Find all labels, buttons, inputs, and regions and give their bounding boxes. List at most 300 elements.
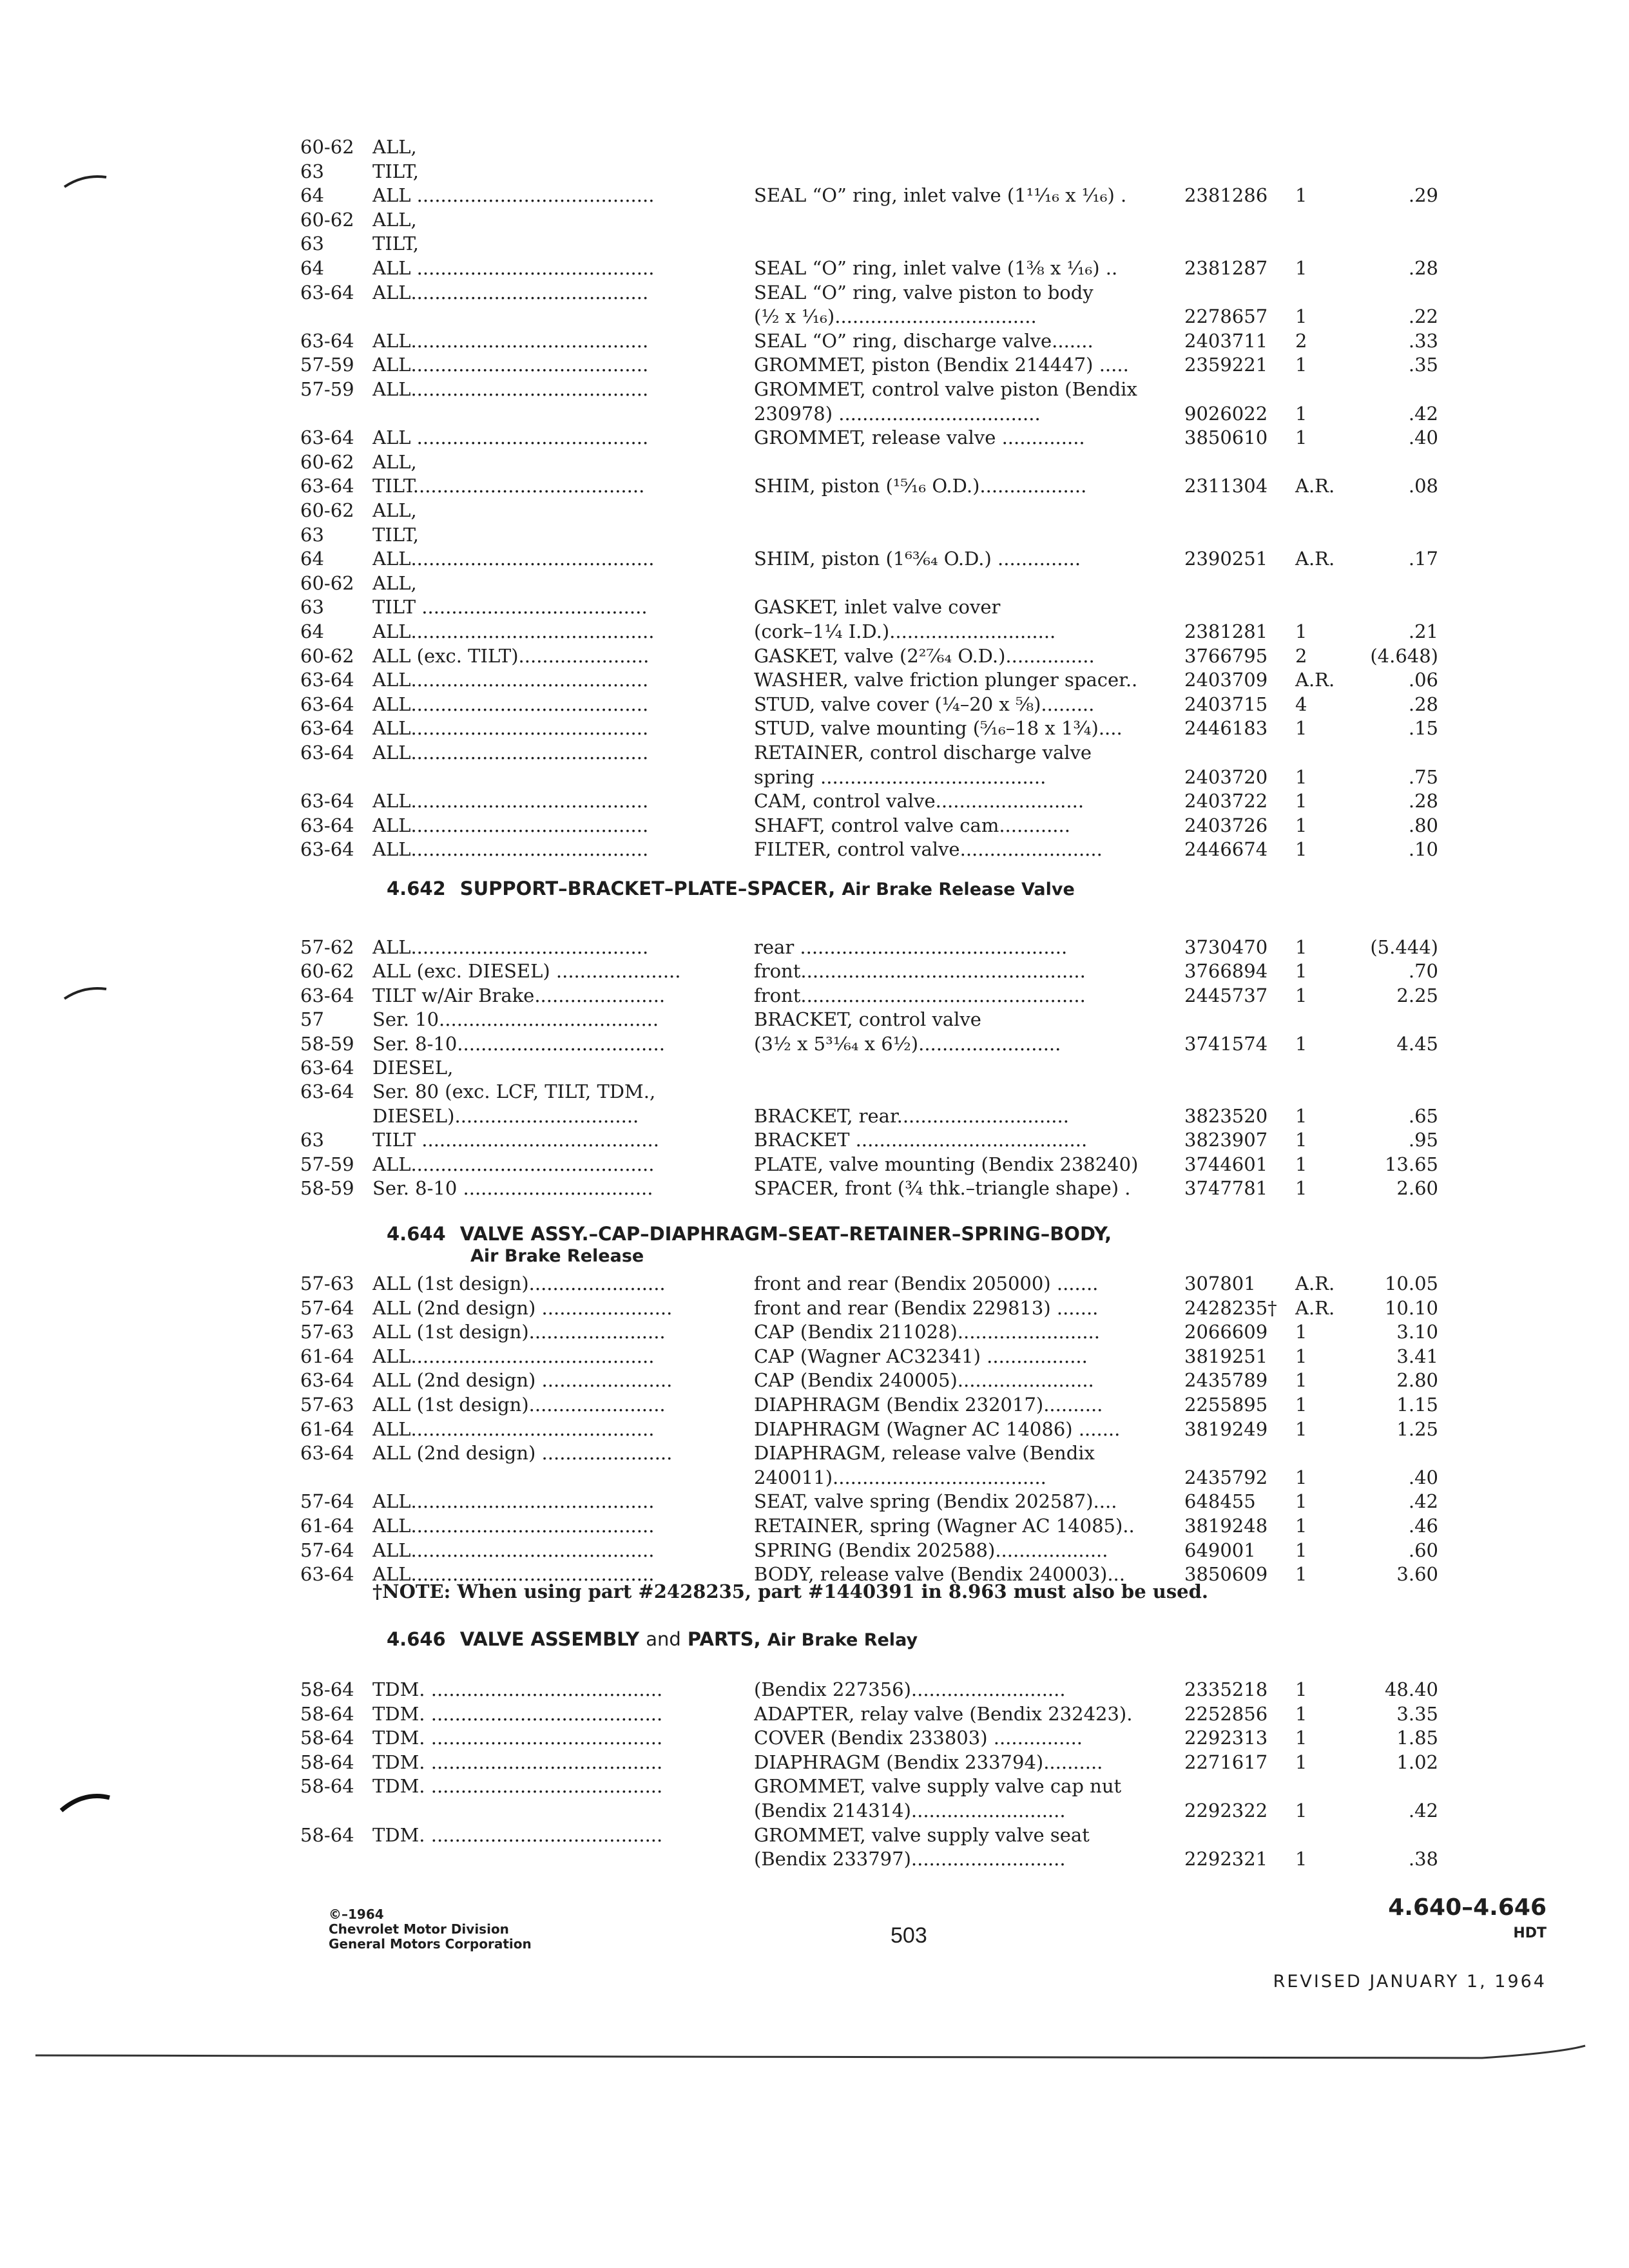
part-number: 3823907	[1184, 1129, 1268, 1151]
price: .42	[1408, 1800, 1438, 1821]
price: .42	[1408, 402, 1438, 425]
model: ALL (exc. DIESEL) .....................	[372, 960, 681, 983]
part-description: ADAPTER, relay valve (Bendix 232423).	[754, 1702, 1133, 1725]
part-description: SEAL “O” ring, discharge valve.......	[754, 329, 1094, 352]
table-row	[0, 1488, 1629, 1514]
year-range: 63-64	[300, 475, 354, 497]
table-row	[0, 594, 1629, 620]
part-number: 3766894	[1184, 960, 1268, 983]
part-description: BRACKET, rear.............................	[754, 1104, 1069, 1127]
quantity: 1	[1295, 257, 1307, 279]
table-row	[0, 570, 1629, 596]
year-range: 63	[300, 233, 324, 255]
table-row	[0, 1392, 1629, 1418]
section-heading-4644	[387, 1222, 1112, 1246]
price: .40	[1408, 427, 1438, 449]
model: ALL,	[372, 499, 417, 521]
table-row	[0, 1773, 1629, 1799]
quantity: 1	[1295, 1751, 1307, 1773]
year-range: 64	[300, 257, 324, 279]
part-description: STUD, valve mounting (⁵⁄₁₆–18 x 1¾)....	[754, 717, 1123, 740]
part-description: rear .............................................	[754, 936, 1068, 958]
page-number: 503	[891, 1923, 927, 1948]
quantity: A.R.	[1295, 1273, 1335, 1294]
model: DIESEL,	[372, 1057, 454, 1079]
model: ALL (1st design).......................	[372, 1273, 666, 1294]
model: ALL (2nd design) ......................	[372, 1296, 673, 1319]
price: .06	[1408, 669, 1438, 691]
model: ALL,	[372, 208, 417, 231]
model: TILT.......................................	[372, 475, 645, 497]
year-range: 58-64	[300, 1702, 354, 1725]
table-row	[0, 1295, 1629, 1321]
table-row	[0, 740, 1629, 765]
part-number: 2403715	[1184, 693, 1268, 715]
part-number: 3850609	[1184, 1563, 1268, 1586]
table-row	[0, 1103, 1629, 1129]
part-number: 2403711	[1184, 329, 1268, 352]
model: Ser. 10.....................................	[372, 1008, 659, 1031]
year-range: 57-63	[300, 1321, 354, 1343]
year-range: 63-64	[300, 742, 354, 764]
part-number: 3744601	[1184, 1153, 1268, 1175]
part-description: GROMMET, valve supply valve seat	[754, 1823, 1090, 1846]
year-range: 63-64	[300, 427, 354, 449]
part-number: 307801	[1184, 1273, 1256, 1294]
table-row	[0, 1079, 1629, 1104]
price: .21	[1408, 620, 1438, 642]
table-row	[0, 352, 1629, 378]
section-number: 4.642	[387, 878, 446, 899]
part-description: BRACKET .......................................	[754, 1129, 1088, 1151]
price: .42	[1408, 1490, 1438, 1513]
table-row	[0, 425, 1629, 450]
table-row	[0, 788, 1629, 814]
part-number: 2403720	[1184, 765, 1268, 788]
model: ALL ........................................	[372, 184, 655, 207]
table-row	[0, 134, 1629, 160]
part-description: RETAINER, spring (Wagner AC 14085)..	[754, 1515, 1135, 1537]
quantity: 1	[1295, 1369, 1307, 1392]
table-row	[0, 691, 1629, 717]
part-description: GASKET, valve (2²⁷⁄₆₄ O.D.)...............	[754, 644, 1095, 667]
model: TILT ........................................	[372, 1129, 659, 1151]
part-description: GROMMET, release valve ..............	[754, 427, 1085, 449]
year-range: 63-64	[300, 790, 354, 812]
table-row	[0, 401, 1629, 427]
model: TDM. .......................................	[372, 1727, 663, 1749]
part-description: (Bendix 233797)..........................	[754, 1848, 1066, 1870]
model: ALL.........................................	[372, 620, 655, 642]
part-description: BODY, release valve (Bendix 240003)...	[754, 1563, 1125, 1586]
price: 3.41	[1396, 1345, 1438, 1367]
model: ALL,	[372, 136, 417, 158]
model: ALL,	[372, 450, 417, 473]
part-note: †NOTE: When using part #2428235, part #1440391 in 8.963 must also be used.	[372, 1581, 1208, 1602]
year-range: 63-64	[300, 693, 354, 715]
part-number: 3766795	[1184, 644, 1268, 667]
quantity: 1	[1295, 1563, 1307, 1586]
year-range: 64	[300, 184, 324, 207]
year-range: 63-64	[300, 814, 354, 836]
quantity: 1	[1295, 1032, 1307, 1055]
part-description: CAP (Bendix 211028)........................	[754, 1321, 1100, 1343]
table-row	[0, 1151, 1629, 1177]
table-row	[0, 1319, 1629, 1345]
part-number: 2381286	[1184, 184, 1268, 207]
price: .15	[1408, 717, 1438, 740]
year-range: 57-64	[300, 1490, 354, 1513]
part-description: DIAPHRAGM (Bendix 233794)..........	[754, 1751, 1103, 1773]
table-row	[0, 764, 1629, 790]
quantity: 4	[1295, 693, 1307, 715]
year-range: 63-64	[300, 669, 354, 691]
part-description: SEAL “O” ring, inlet valve (1¹¹⁄₁₆ x ¹⁄₁₆) .	[754, 184, 1127, 207]
model: ALL........................................	[372, 329, 649, 352]
table-row	[0, 449, 1629, 475]
model: ALL........................................	[372, 693, 649, 715]
quantity: 1	[1295, 1394, 1307, 1416]
quantity: 1	[1295, 402, 1307, 425]
year-range: 63-64	[300, 1563, 354, 1586]
part-number: 2381281	[1184, 620, 1268, 642]
model: ALL........................................	[372, 790, 649, 812]
price: .80	[1408, 814, 1438, 836]
table-row	[0, 1127, 1629, 1153]
part-description: (3½ x 5³¹⁄₆₄ x 6½)........................	[754, 1032, 1061, 1055]
quantity: 1	[1295, 765, 1307, 788]
model: ALL.........................................	[372, 1345, 655, 1367]
quantity: 1	[1295, 1702, 1307, 1725]
part-number: 2435792	[1184, 1466, 1268, 1488]
part-number: 2292322	[1184, 1800, 1268, 1821]
part-description: SEAL “O” ring, inlet valve (1⅜ x ¹⁄₁₆) ..	[754, 257, 1118, 279]
model: ALL.........................................	[372, 1153, 655, 1175]
part-description: front and rear (Bendix 229813) .......	[754, 1296, 1099, 1319]
model: TDM. .......................................	[372, 1823, 663, 1846]
quantity: 1	[1295, 184, 1307, 207]
part-description: CAM, control valve.........................	[754, 790, 1084, 812]
part-description: GASKET, inlet valve cover	[754, 596, 1001, 619]
year-range: 63	[300, 523, 324, 546]
model: ALL........................................	[372, 354, 649, 376]
price: .46	[1408, 1515, 1438, 1537]
model: ALL.........................................	[372, 1418, 655, 1440]
price: .95	[1408, 1129, 1438, 1151]
part-description: CAP (Wagner AC32341) .................	[754, 1345, 1088, 1367]
table-row	[0, 473, 1629, 499]
quantity: 1	[1295, 427, 1307, 449]
part-description: 240011)....................................	[754, 1466, 1046, 1488]
table-row	[0, 643, 1629, 669]
quantity: 1	[1295, 354, 1307, 376]
price: .35	[1408, 354, 1438, 376]
model: ALL........................................	[372, 742, 649, 764]
part-number: 3741574	[1184, 1032, 1268, 1055]
quantity: 1	[1295, 1153, 1307, 1175]
model: ALL........................................	[372, 669, 649, 691]
price: .28	[1408, 790, 1438, 812]
table-row	[0, 983, 1629, 1008]
year-range: 58-64	[300, 1751, 354, 1773]
quantity: 1	[1295, 936, 1307, 958]
table-row	[0, 1513, 1629, 1539]
quantity: 1	[1295, 1678, 1307, 1700]
quantity: 1	[1295, 620, 1307, 642]
part-number: 649001	[1184, 1539, 1256, 1561]
price: 1.25	[1396, 1418, 1438, 1440]
year-range: 58-59	[300, 1177, 354, 1199]
price: .60	[1408, 1539, 1438, 1561]
division-name: Chevrolet Motor Division	[329, 1921, 509, 1937]
section-suffix: Air Brake Relay	[767, 1630, 918, 1650]
price: .29	[1408, 184, 1438, 207]
section-title: VALVE ASSEMBLY	[459, 1628, 640, 1650]
part-description: RETAINER, control discharge valve	[754, 742, 1092, 764]
section-title: VALVE ASSY.–CAP–DIAPHRAGM–SEAT–RETAINER–SPRING–BODY,	[459, 1223, 1112, 1245]
year-range: 57-62	[300, 936, 354, 958]
table-row	[0, 1846, 1629, 1872]
year-range: 63-64	[300, 1369, 354, 1392]
price: .17	[1408, 548, 1438, 570]
price: 13.65	[1384, 1153, 1438, 1175]
part-number: 648455	[1184, 1490, 1256, 1513]
section-subtitle: Air Brake Release	[470, 1246, 644, 1266]
price: .28	[1408, 693, 1438, 715]
table-row	[0, 934, 1629, 960]
table-row	[0, 1677, 1629, 1702]
price: .28	[1408, 257, 1438, 279]
table-row	[0, 303, 1629, 329]
table-row	[0, 1055, 1629, 1081]
price: 3.10	[1396, 1321, 1438, 1343]
table-row	[0, 836, 1629, 862]
model: DIESEL)...............................	[372, 1104, 639, 1127]
price: 10.10	[1384, 1296, 1438, 1319]
price: .08	[1408, 475, 1438, 497]
part-number: 2311304	[1184, 475, 1268, 497]
part-description: SEAT, valve spring (Bendix 202587)....	[754, 1490, 1117, 1513]
table-row	[0, 1798, 1629, 1823]
year-range: 64	[300, 548, 324, 570]
part-description: GROMMET, control valve piston (Bendix	[754, 378, 1137, 400]
year-range: 57	[300, 1008, 324, 1031]
model: TILT w/Air Brake......................	[372, 984, 666, 1006]
table-row	[0, 376, 1629, 402]
year-range: 63-64	[300, 281, 354, 303]
part-description: SEAL “O” ring, valve piston to body	[754, 281, 1094, 303]
quantity: 1	[1295, 717, 1307, 740]
quantity: 1	[1295, 1104, 1307, 1127]
revision-date: REVISED JANUARY 1, 1964	[1273, 1972, 1547, 1992]
model: ALL........................................	[372, 936, 649, 958]
model: ALL (2nd design) ......................	[372, 1369, 673, 1392]
model: ALL (exc. TILT)......................	[372, 644, 650, 667]
table-row	[0, 497, 1629, 523]
table-row	[0, 1440, 1629, 1466]
year-range: 58-59	[300, 1032, 354, 1055]
part-number: 2435789	[1184, 1369, 1268, 1392]
copyright-block	[329, 1907, 532, 1952]
year-range: 60-62	[300, 960, 354, 983]
table-row	[0, 1175, 1629, 1201]
part-number: 2445737	[1184, 984, 1268, 1006]
quantity: 1	[1295, 1515, 1307, 1537]
table-row	[0, 522, 1629, 548]
price: (5.444)	[1370, 936, 1438, 958]
part-description: STUD, valve cover (¼–20 x ⅝).........	[754, 693, 1095, 715]
table-row	[0, 619, 1629, 644]
model: ALL.........................................	[372, 1563, 655, 1586]
part-number: 2446674	[1184, 838, 1268, 861]
part-number: 2359221	[1184, 354, 1268, 376]
year-range: 60-62	[300, 499, 354, 521]
part-description: SHIM, piston (1⁶³⁄₆₄ O.D.) ..............	[754, 548, 1081, 570]
model: TDM. .......................................	[372, 1702, 663, 1725]
year-range: 57-59	[300, 1153, 354, 1175]
year-range: 61-64	[300, 1515, 354, 1537]
year-range: 60-62	[300, 136, 354, 158]
part-description: 230978) ..................................	[754, 402, 1041, 425]
part-number: 2403722	[1184, 790, 1268, 812]
quantity: 1	[1295, 1466, 1307, 1488]
part-description: (Bendix 214314)..........................	[754, 1800, 1066, 1821]
model: TILT ......................................	[372, 596, 648, 619]
table-row	[0, 958, 1629, 984]
model: TILT,	[372, 160, 419, 182]
section-number: 4.644	[387, 1223, 446, 1245]
table-row	[0, 1367, 1629, 1393]
part-number: 3730470	[1184, 936, 1268, 958]
part-number: 2278657	[1184, 305, 1268, 328]
model: Ser. 80 (exc. LCF, TILT, TDM.,	[372, 1081, 656, 1103]
price: 10.05	[1384, 1273, 1438, 1294]
price: 1.02	[1396, 1751, 1438, 1773]
part-description: FILTER, control valve........................	[754, 838, 1103, 861]
table-row	[0, 1537, 1629, 1563]
model: TDM. .......................................	[372, 1775, 663, 1798]
quantity: 1	[1295, 1418, 1307, 1440]
table-row	[0, 1465, 1629, 1490]
price: .10	[1408, 838, 1438, 861]
part-description: COVER (Bendix 233803) ...............	[754, 1727, 1083, 1749]
year-range: 57-59	[300, 378, 354, 400]
table-row	[0, 207, 1629, 233]
model: Ser. 8-10 ................................	[372, 1177, 653, 1199]
table-row	[0, 1031, 1629, 1057]
year-range: 63-64	[300, 984, 354, 1006]
model: Ser. 8-10...................................	[372, 1032, 665, 1055]
part-number: 2292313	[1184, 1727, 1268, 1749]
quantity: 2	[1295, 329, 1307, 352]
part-number: 3819248	[1184, 1515, 1268, 1537]
quantity: 1	[1295, 1727, 1307, 1749]
model: TILT,	[372, 233, 419, 255]
table-row	[0, 1006, 1629, 1032]
part-description: (Bendix 227356)..........................	[754, 1678, 1066, 1700]
price: 2.80	[1396, 1369, 1438, 1392]
year-range: 63	[300, 160, 324, 182]
part-number: 3747781	[1184, 1177, 1268, 1199]
quantity: 1	[1295, 305, 1307, 328]
model: ALL........................................	[372, 838, 649, 861]
part-description: GROMMET, valve supply valve cap nut	[754, 1775, 1122, 1798]
price: 2.60	[1396, 1177, 1438, 1199]
price: 1.15	[1396, 1394, 1438, 1416]
section-range: 4.640–4.646	[1388, 1894, 1547, 1921]
year-range: 60-62	[300, 450, 354, 473]
model: ALL.........................................	[372, 548, 655, 570]
year-range: 63-64	[300, 1081, 354, 1103]
quantity: A.R.	[1295, 548, 1335, 570]
quantity: 1	[1295, 1129, 1307, 1151]
part-number: 3823520	[1184, 1104, 1268, 1127]
part-description: PLATE, valve mounting (Bendix 238240)	[754, 1153, 1139, 1175]
table-row	[0, 255, 1629, 281]
year-range: 63-64	[300, 329, 354, 352]
table-row	[0, 715, 1629, 741]
part-description: SHIM, piston (¹⁵⁄₁₆ O.D.)..................	[754, 475, 1087, 497]
part-number: 3819249	[1184, 1418, 1268, 1440]
year-range: 57-59	[300, 354, 354, 376]
quantity: 1	[1295, 960, 1307, 983]
price: 3.60	[1396, 1563, 1438, 1586]
year-range: 63-64	[300, 717, 354, 740]
price: .40	[1408, 1466, 1438, 1488]
year-range: 58-64	[300, 1678, 354, 1700]
table-row	[0, 1416, 1629, 1442]
part-number: 2390251	[1184, 548, 1268, 570]
model: ALL (1st design).......................	[372, 1394, 666, 1416]
model: ALL .......................................	[372, 427, 649, 449]
part-description: (½ x ¹⁄₁₆)..................................	[754, 305, 1037, 328]
part-number: 2335218	[1184, 1678, 1268, 1700]
model: TDM. .......................................	[372, 1751, 663, 1773]
year-range: 60-62	[300, 208, 354, 231]
quantity: A.R.	[1295, 669, 1335, 691]
part-description: front................................................	[754, 960, 1086, 983]
table-row	[0, 159, 1629, 184]
year-range: 61-64	[300, 1418, 354, 1440]
part-number: 3819251	[1184, 1345, 1268, 1367]
quantity: 1	[1295, 790, 1307, 812]
model: TDM. .......................................	[372, 1678, 663, 1700]
model: ALL........................................	[372, 281, 649, 303]
part-description: SHAFT, control valve cam............	[754, 814, 1070, 836]
model: ALL.........................................	[372, 1490, 655, 1513]
model: ALL (2nd design) ......................	[372, 1442, 673, 1465]
part-description: CAP (Bendix 240005).......................	[754, 1369, 1094, 1392]
quantity: 1	[1295, 1800, 1307, 1821]
copyright-year: ©–1964	[329, 1907, 384, 1922]
part-number: 2292321	[1184, 1848, 1268, 1870]
model: TILT,	[372, 523, 419, 546]
year-range: 63-64	[300, 838, 354, 861]
section-title: SUPPORT–BRACKET–PLATE–SPACER,	[459, 878, 836, 899]
part-number: 2428235†	[1184, 1296, 1277, 1319]
part-description: BRACKET, control valve	[754, 1008, 981, 1031]
part-number: 2403726	[1184, 814, 1268, 836]
quantity: 1	[1295, 1177, 1307, 1199]
model: ALL (1st design).......................	[372, 1321, 666, 1343]
table-row	[0, 280, 1629, 305]
part-description: GROMMET, piston (Bendix 214447) .....	[754, 354, 1129, 376]
year-range: 58-64	[300, 1823, 354, 1846]
price: .33	[1408, 329, 1438, 352]
table-row	[0, 1343, 1629, 1369]
table-row	[0, 1749, 1629, 1775]
price: 4.45	[1396, 1032, 1438, 1055]
